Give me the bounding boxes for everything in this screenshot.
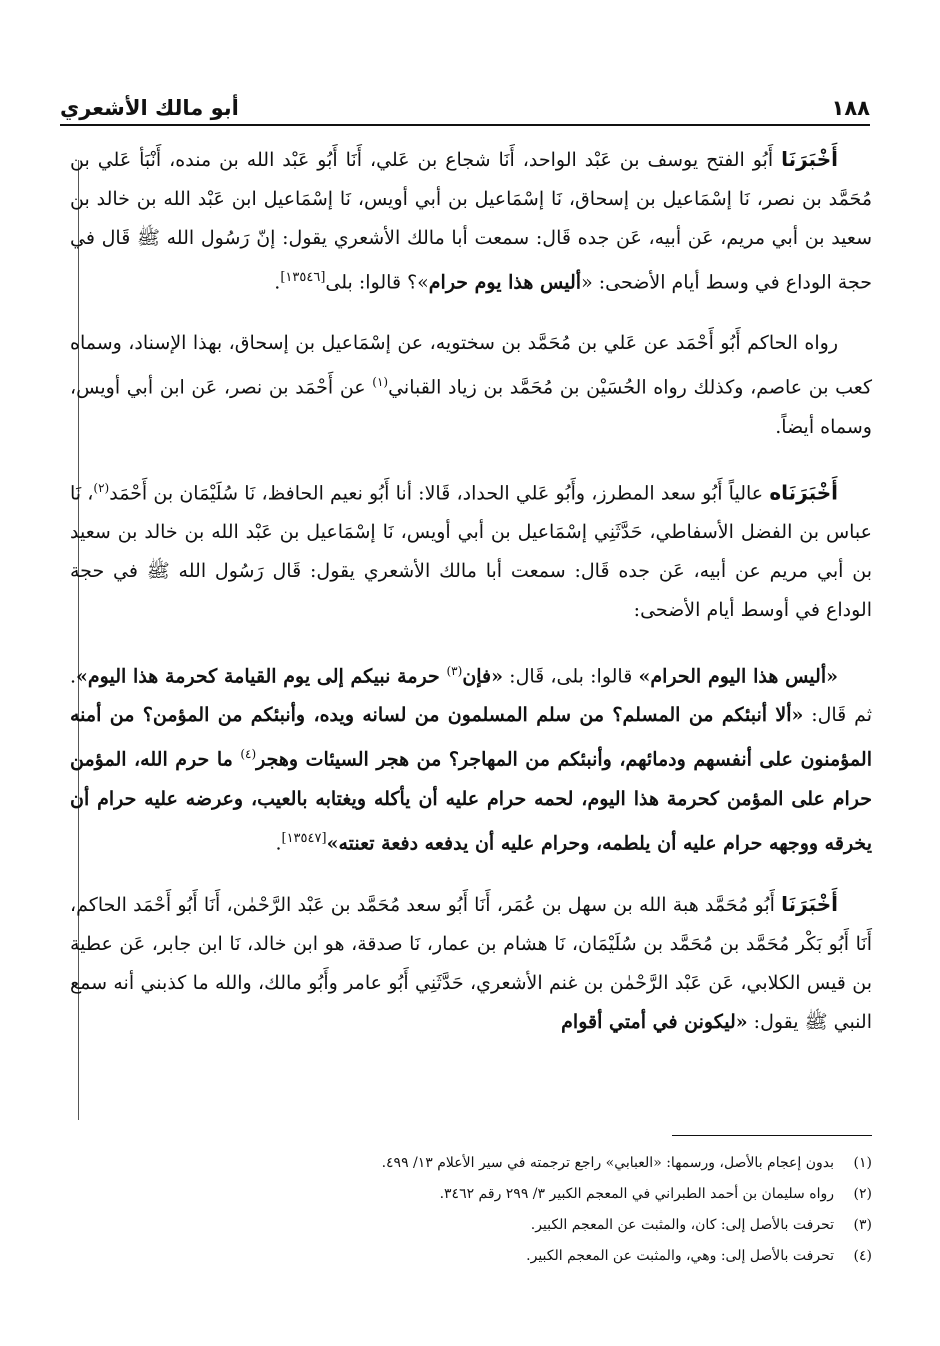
paragraph-1-hadith: أليس هذا يوم حرام (428, 271, 582, 294)
paragraph-3-text-b: ، نَا عباس بن الفضل الأسفاطي، حَدَّثَنِي إسْمَاعيل بن أبي أويس، نَا إسْمَاعيل بن عَبْد الله بن خالد بن سعيد بن أبي مريم عن أبيه، عَن جده قَال: سمعت أبا مالك الأشعري يقول: قَال رَسُول الله ﷺ في حجة الوداع في أوسط أيام الأضحى: (70, 481, 872, 621)
paragraph-2-text-b: عن أَحْمَد بن نصر، عَن ابن أبي أويس، وسماه أيضاً. (70, 376, 872, 438)
main-text (70, 140, 872, 1060)
paragraph-5-hadith: «ليكونن في أمتي أقوام (561, 1010, 748, 1033)
paragraph-4-end: . (275, 831, 282, 854)
keyword-akhbarana-2: أَخْبَرَنَا (781, 891, 838, 916)
footnote-1 (70, 1148, 872, 1179)
paragraph-4-quote-1: «أليس هذا اليوم الحرام» (638, 665, 838, 688)
paragraph-2-text-a: رواه الحاكم أَبُو أَحْمَد عن عَلي بن مُحَمَّد بن سختويه، عن إسْمَاعيل بن إسحاق، بهذا الإسناد، وسماه كعب بن عاصم، وكذلك رواه الحُسَيْن بن مُحَمَّد بن زياد القباني (70, 332, 872, 399)
footnote-number: (١) (853, 1155, 872, 1171)
footnote-text: بدون إعجام بالأصل، ورسمها: «العبابي» راجع ترجمته في سير الأعلام ١٣/ ٤٩٩. (381, 1155, 834, 1171)
paragraph-4-quote-3: حرمة نبيكم إلى يوم القيامة كحرمة هذا اليوم» (76, 665, 447, 688)
footnote-marker-1: (١) (372, 375, 389, 390)
paragraph-5-text: أَبُو مُحَمَّد هبة الله بن سهل بن عُمَر، أَنَا أَبُو سعد مُحَمَّد بن عَبْد الرَّحْمٰن، أَنَا أَبُو أَحْمَد الحاكم، أَنَا أَبُو بَكْر مُحَمَّد بن مُحَمَّد بن سُلَيْمَان، نَا هشام بن عمار، نَا صدقة، هو ابن خالد، نَا ابن جابر، عَن عطية بن قيس الكلابي، عَن عَبْد الرَّحْمٰن بن غنم الأشعري، حَدَّثَنِي أَبُو عامر وأَبُو مالك، والله ما كذبني أنه سمع النبي ﷺ يقول: (70, 893, 872, 1033)
paragraph-3 (70, 469, 872, 630)
paragraph-1-end: . (274, 271, 281, 294)
paragraph-1-tail: »؟ قالوا: بلى (325, 271, 429, 294)
paragraph-1-text: أَبُو الفتح يوسف بن عَبْد الواحد، أَنَا شجاع بن عَلي، أَنَا أَبُو عَبْد الله بن منده، أَنْبَأ عَلي بن مُحَمَّد بن نصر، نَا إسْمَاعيل بن إسحاق، نَا إسْمَاعيل بن أبي أويس، نَا إسْمَاعيل ابن عَبْد الله بن خالد بن سعيد بن أبي مريم، عَن أبيه، عَن جده قَال: سمعت أبا مالك الأشعري يقول: إنّ رَسُول الله ﷺ قَال في حجة الوداع في وسط أيام الأضحى: « (70, 149, 872, 294)
keyword-akhbaranahu: أَخْبَرَنَاه (769, 479, 839, 504)
paragraph-3-text-a: عالياً أَبُو سعد المطرز، وأَبُو عَلي الحداد، قَالا: أنا أَبُو نعيم الحافظ، نَا سُلَيْمَان بن أَحْمَد (109, 481, 770, 504)
paragraph-4-text-1: قالوا: بلى، قَال: (503, 665, 639, 688)
paragraph-1 (70, 140, 872, 302)
paragraph-5 (70, 885, 872, 1042)
running-title: أبو مالك الأشعري (60, 96, 239, 120)
paragraph-2 (70, 324, 872, 446)
hadith-number-13547: [١٣٥٤٧] (281, 830, 327, 846)
footnotes (70, 1148, 872, 1272)
footnote-number: (٢) (853, 1186, 872, 1202)
footnote-3 (70, 1210, 872, 1241)
paragraph-4 (70, 652, 872, 863)
paragraph-4-quote-4: «ألا أنبئكم من المسلم؟ من سلم المسلمون من لسانه ويده، وأنبئكم من المؤمن؟ من أمنه المؤمنون على أنفسهم ودمائهم، وأنبئكم من المهاجر؟ من هجر السيئات وهجر (70, 704, 872, 771)
footnote-4 (70, 1241, 872, 1272)
footnote-separator (672, 1135, 872, 1136)
page-number: ١٨٨ (831, 96, 870, 120)
footnote-number: (٣) (853, 1217, 872, 1233)
page-header (60, 86, 870, 126)
footnote-text: تحرفت بالأصل إلى: كان، والمثبت عن المعجم الكبير. (530, 1217, 834, 1233)
footnote-marker-3: (٣) (446, 663, 463, 678)
footnote-text: رواه سليمان بن أحمد الطبراني في المعجم الكبير ٣/ ٢٩٩ رقم ٣٤٦٢. (439, 1186, 834, 1202)
keyword-akhbarana: أَخْبَرَنَا (781, 147, 838, 171)
paragraph-4-text-2: . ثم قَال: (70, 665, 873, 727)
footnote-number: (٤) (853, 1248, 872, 1264)
hadith-number-13546: [١٣٥٤٦] (280, 270, 326, 285)
footnote-2 (70, 1179, 872, 1210)
footnote-marker-2: (٢) (93, 480, 110, 495)
footnote-text: تحرفت بالأصل إلى: وهي، والمثبت عن المعجم الكبير. (526, 1248, 834, 1264)
paragraph-4-quote-5: ما حرم الله، المؤمن حرام على المؤمن كحرمة هذا اليوم، لحمه حرام عليه أن يأكله ويغتابه بالعيب، وعرضه عليه حرام أن يخرقه ووجهه حرام عليه أن يلطمه، وحرام عليه أن يدفعه دفعة تعنته» (70, 748, 872, 854)
footnote-marker-4: (٤) (240, 747, 257, 762)
paragraph-4-quote-2: «فإن (462, 665, 504, 688)
